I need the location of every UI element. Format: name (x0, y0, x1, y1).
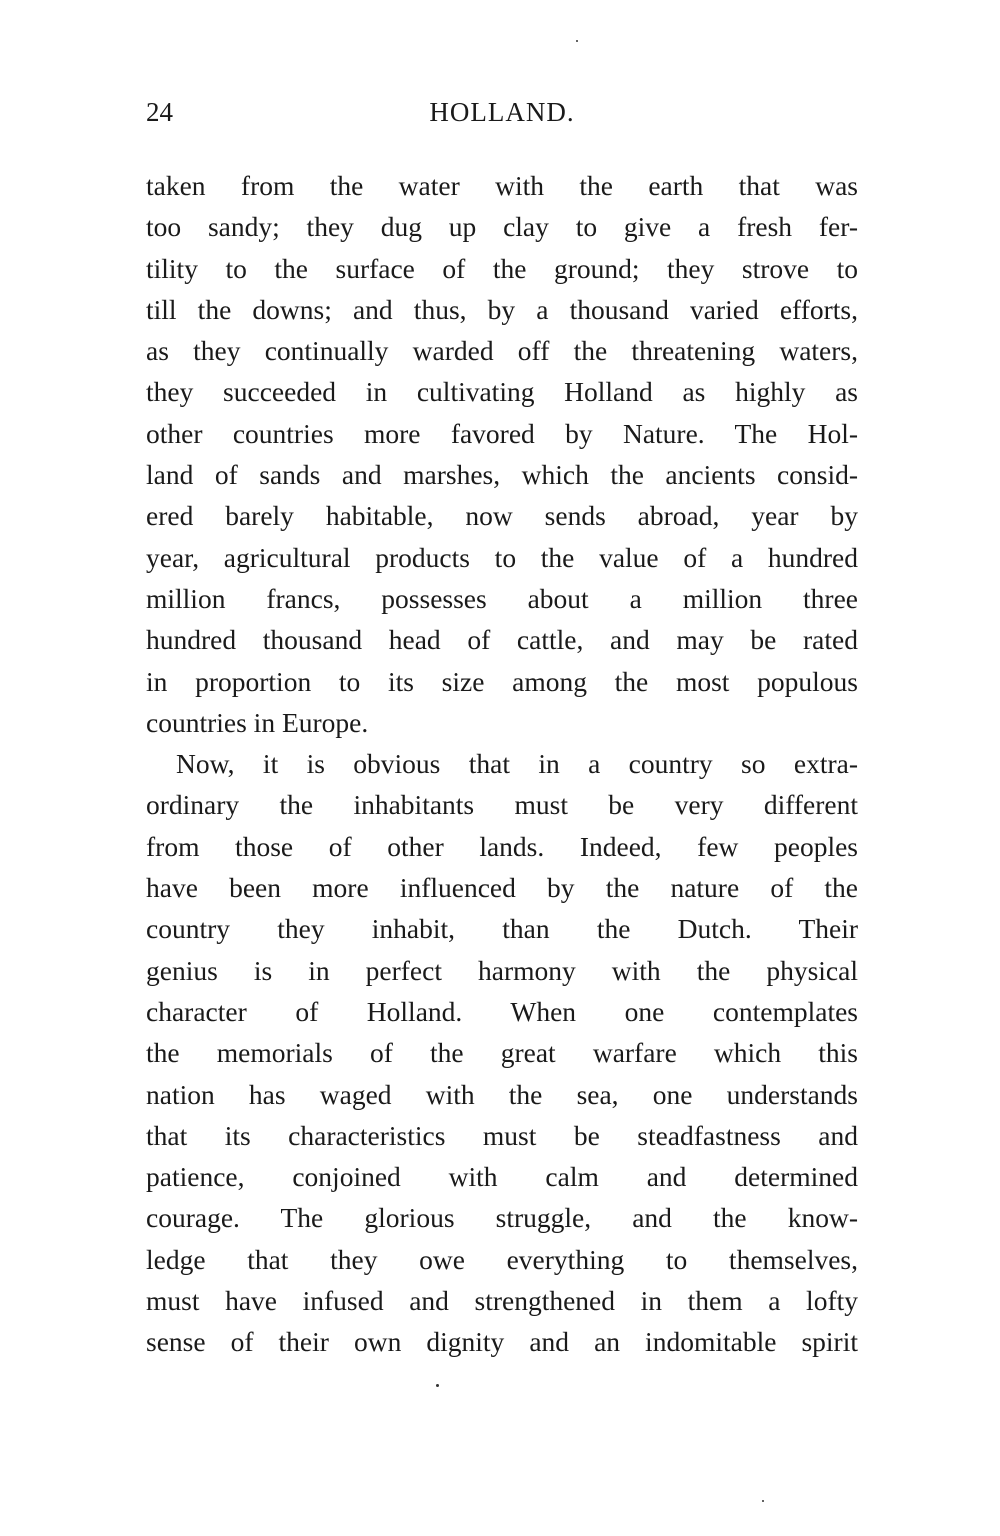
paragraph-end-line: countries in Europe. (146, 706, 369, 738)
text-line: as they continually warded off the threatening waters, (146, 335, 858, 367)
text-line: land of sands and marshes, which the ancients consid- (146, 459, 858, 491)
text-line: ledge that they owe everything to themselves, (146, 1243, 858, 1275)
page-number: 24 (146, 97, 173, 127)
text-line: nation has waged with the sea, one understands (146, 1078, 858, 1110)
text-line: the memorials of the great warfare which this (146, 1037, 858, 1069)
text-line: year, agricultural products to the value of a hundred (146, 541, 858, 573)
text-line: that its characteristics must be steadfastness and (146, 1119, 858, 1151)
text-line: country they inhabit, than the Dutch. Their (146, 913, 858, 945)
text-line: hundred thousand head of cattle, and may be rated (146, 624, 858, 656)
text-line: sense of their own dignity and an indomitable spirit (146, 1326, 858, 1358)
text-line: must have infused and strengthened in them a lofty (146, 1285, 858, 1317)
page-header (146, 92, 858, 132)
text-line: ered barely habitable, now sends abroad, year by (146, 500, 858, 532)
text-line: tility to the surface of the ground; they strove to (146, 252, 858, 284)
body-text (146, 165, 858, 1363)
ink-speck (762, 1500, 764, 1502)
ink-speck (436, 1384, 439, 1387)
text-line: character of Holland. When one contemplates (146, 995, 858, 1027)
ink-speck (576, 40, 578, 42)
text-line: ordinary the inhabitants must be very different (146, 789, 858, 821)
paragraph-start-line: Now, it is obvious that in a country so extra- (176, 748, 858, 780)
text-line: too sandy; they dug up clay to give a fresh fer- (146, 211, 858, 243)
text-line: courage. The glorious struggle, and the know- (146, 1202, 858, 1234)
running-head: HOLLAND. (429, 97, 575, 127)
text-line: genius is in perfect harmony with the physical (146, 954, 858, 986)
text-line: from those of other lands. Indeed, few peoples (146, 830, 858, 862)
text-line: million francs, possesses about a million three (146, 582, 858, 614)
text-line: in proportion to its size among the most populous (146, 665, 858, 697)
text-line: they succeeded in cultivating Holland as highly as (146, 376, 858, 408)
text-line: other countries more favored by Nature. The Hol- (146, 417, 858, 449)
text-line: taken from the water with the earth that was (146, 170, 858, 201)
text-line: have been more influenced by the nature of the (146, 872, 858, 904)
text-line: patience, conjoined with calm and determined (146, 1161, 858, 1193)
text-line: till the downs; and thus, by a thousand varied efforts, (146, 293, 858, 325)
